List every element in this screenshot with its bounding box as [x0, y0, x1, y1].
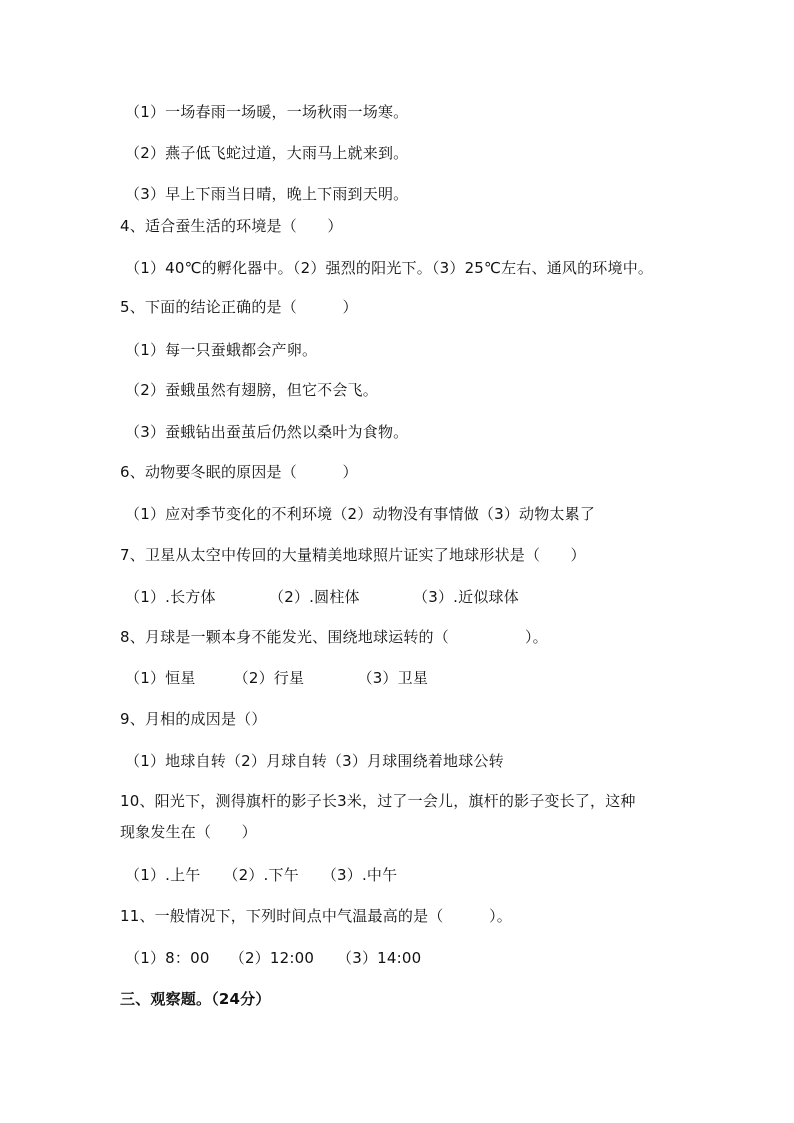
- section-heading-observation: 三、观察题。（24分）: [120, 990, 271, 1008]
- question-6-options: （1）应对季节变化的不利环境（2）动物没有事情做（3）动物太累了: [125, 505, 596, 523]
- question-8: 8、月球是一颗本身不能发光、围绕地球运转的（ ）。: [120, 628, 548, 646]
- question-5-option-3: （3）蚕蛾钻出蚕茧后仍然以桑叶为食物。: [125, 423, 409, 441]
- question-6: 6、动物要冬眠的原因是（ ）: [120, 463, 358, 481]
- question-9-options: （1）地球自转（2）月球自转（3）月球围绕着地球公转: [125, 752, 504, 770]
- question-4-options: （1）40℃的孵化器中。（2）强烈的阳光下。（3）25℃左右、通风的环境中。: [125, 259, 654, 277]
- question-7-options: （1）.长方体 （2）.圆柱体 （3）.近似球体: [125, 588, 519, 606]
- question-9: 9、月相的成因是（）: [120, 710, 267, 728]
- proverb-option-3: （3）早上下雨当日晴，晚上下雨到天明。: [125, 185, 409, 203]
- question-5-option-1: （1）每一只蚕蛾都会产卵。: [125, 341, 318, 359]
- question-8-options: （1）恒星 （2）行星 （3）卫星: [125, 669, 429, 687]
- proverb-option-2: （2）燕子低飞蛇过道，大雨马上就来到。: [125, 144, 409, 162]
- question-4: 4、适合蚕生活的环境是（ ）: [120, 217, 343, 235]
- proverb-option-1: （1）一场春雨一场暖，一场秋雨一场寒。: [125, 103, 409, 121]
- question-10-options: （1）.上午 （2）.下午 （3）.中午: [125, 866, 398, 884]
- question-11: 11、一般情况下，下列时间点中气温最高的是（ ）。: [120, 907, 512, 925]
- question-10: 10、阳光下，测得旗杆的影子长3米，过了一会儿，旗杆的影子变长了，这种: [120, 792, 636, 810]
- question-11-options: （1）8：00 （2）12:00 （3）14:00: [125, 949, 422, 967]
- question-10-continued: 现象发生在（ ）: [120, 823, 257, 841]
- question-5-option-2: （2）蚕蛾虽然有翅膀，但它不会飞。: [125, 381, 378, 399]
- question-5: 5、下面的结论正确的是（ ）: [120, 298, 358, 316]
- question-7: 7、卫星从太空中传回的大量精美地球照片证实了地球形状是（ ）: [120, 546, 586, 564]
